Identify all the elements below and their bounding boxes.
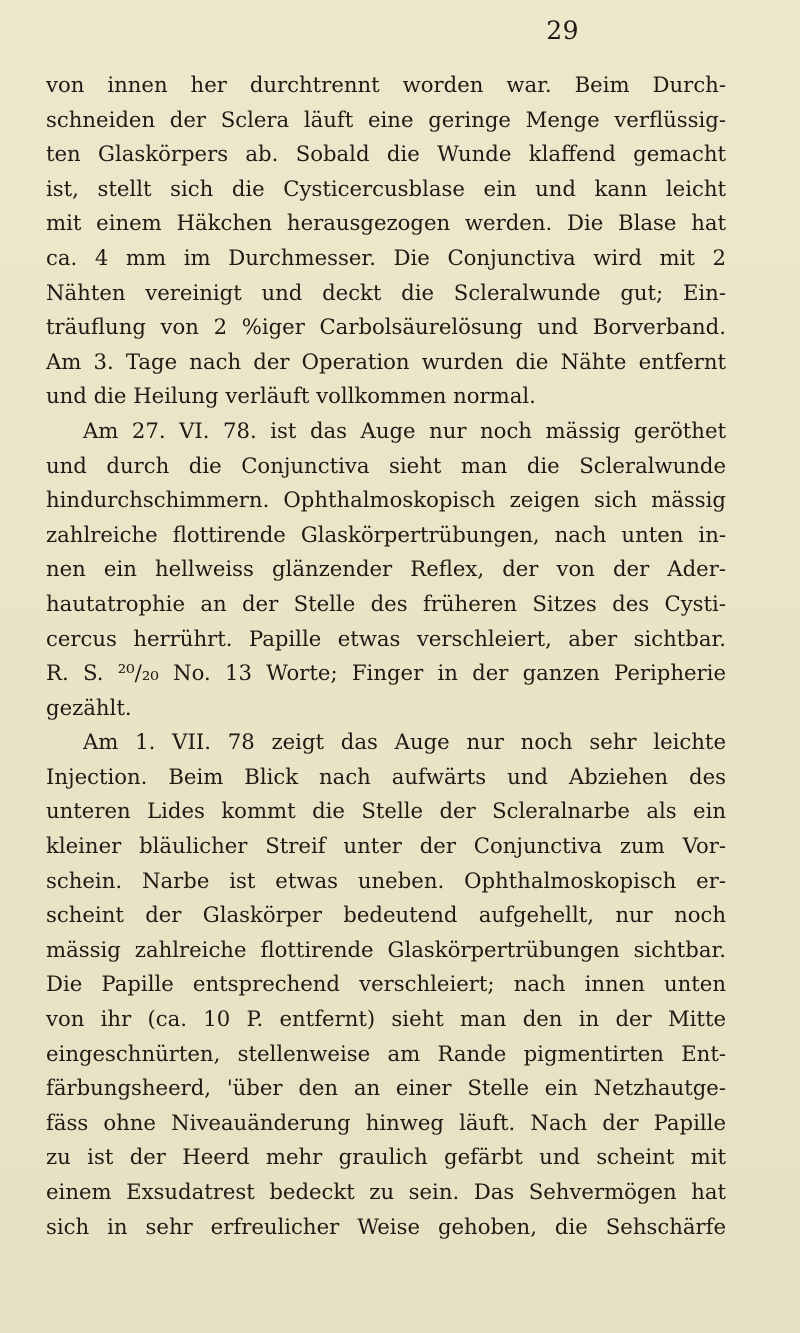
text-line: von ihr (ca. 10 P. entfernt) sieht man den in der Mitte	[46, 1006, 726, 1032]
page-number-text: 29	[546, 16, 579, 45]
text-line: cercus herrührt. Papille etwas verschleiert, aber sichtbar.	[46, 625, 726, 651]
text-line: träuflung von 2 %iger Carbolsäurelösung und Borverband.	[46, 314, 726, 340]
text-line: schneiden der Sclera läuft eine geringe Menge verflüssig-	[46, 106, 726, 132]
text-line: Am 3. Tage nach der Operation wurden die Nähte entfernt	[46, 348, 726, 374]
text-line: eingeschnürten, stellenweise am Rande pigmentirten Ent-	[46, 1040, 726, 1066]
text-line: schein. Narbe ist etwas uneben. Ophthalmoskopisch er-	[46, 867, 726, 893]
text-line: nen ein hellweiss glänzender Reflex, der von der Ader-	[46, 556, 726, 582]
page-number	[0, 14, 800, 48]
text-line: hautatrophie an der Stelle des früheren Sitzes des Cysti-	[46, 590, 726, 616]
text-line: Am 1. VII. 78 zeigt das Auge nur noch sehr leichte	[83, 729, 726, 755]
text-line: einem Exsudatrest bedeckt zu sein. Das Sehvermögen hat	[46, 1179, 726, 1204]
text-line: und durch die Conjunctiva sieht man die Scleralwunde	[46, 452, 726, 478]
text-line: Injection. Beim Blick nach aufwärts und Abziehen des	[46, 763, 726, 789]
text-line: ten Glaskörpers ab. Sobald die Wunde klaffend gemacht	[46, 141, 726, 167]
text-line: zahlreiche flottirende Glaskörpertrübungen, nach unten in-	[46, 521, 726, 547]
text-line: Am 27. VI. 78. ist das Auge nur noch mässig geröthet	[83, 417, 726, 443]
text-line: fäss ohne Niveauänderung hinweg läuft. Nach der Papille	[46, 1109, 726, 1135]
text-line: scheint der Glaskörper bedeutend aufgehellt, nur noch	[46, 902, 726, 928]
text-line: färbungsheerd, 'über den an einer Stelle ein Netzhautge-	[46, 1075, 726, 1101]
body-text	[46, 68, 726, 1244]
text-line: ca. 4 mm im Durchmesser. Die Conjunctiva wird mit 2	[46, 244, 726, 270]
text-line: hindurchschimmern. Ophthalmoskopisch zeigen sich mässig	[46, 487, 726, 513]
text-line: R. S. ²⁰/₂₀ No. 13 Worte; Finger in der ganzen Peripherie	[46, 660, 726, 686]
text-line: unteren Lides kommt die Stelle der Scleralnarbe als ein	[46, 798, 726, 824]
text-line: Die Papille entsprechend verschleiert; nach innen unten	[46, 971, 726, 997]
text-line: zu ist der Heerd mehr graulich gefärbt und scheint mit	[46, 1144, 726, 1170]
text-line: gezählt.	[46, 694, 132, 720]
text-line: ist, stellt sich die Cysticercusblase ein und kann leicht	[46, 175, 726, 201]
text-line: und die Heilung verläuft vollkommen normal.	[46, 383, 536, 409]
text-line: mit einem Häkchen herausgezogen werden. Die Blase hat	[46, 210, 726, 236]
text-line: kleiner bläulicher Streif unter der Conjunctiva zum Vor-	[46, 833, 726, 859]
text-line: sich in sehr erfreulicher Weise gehoben, die Sehschärfe	[46, 1213, 726, 1239]
text-line: mässig zahlreiche flottirende Glaskörpertrübungen sichtbar.	[46, 936, 726, 962]
text-line: Nähten vereinigt und deckt die Scleralwunde gut; Ein-	[46, 279, 726, 305]
text-line: von innen her durchtrennt worden war. Beim Durch-	[46, 72, 726, 97]
